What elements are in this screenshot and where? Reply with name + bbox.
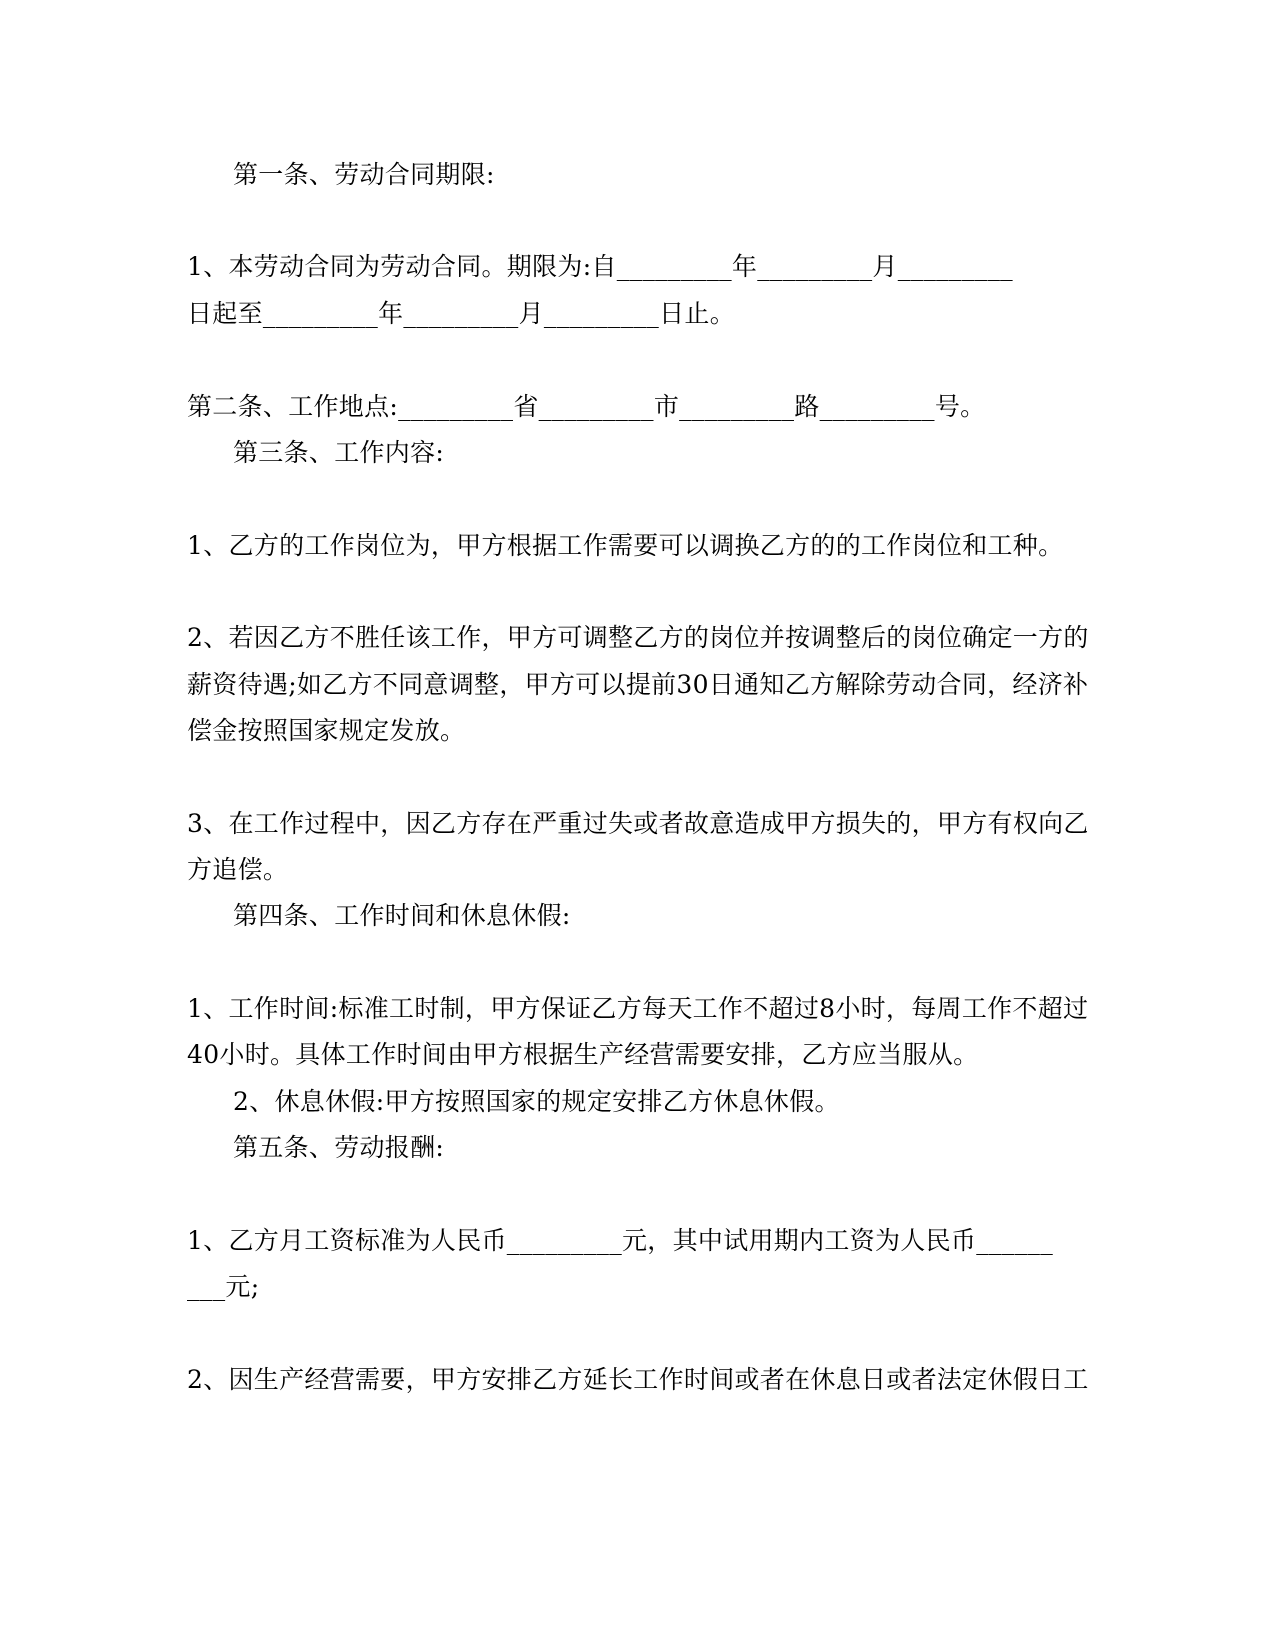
article-2-heading: 第二条、工作地点:_________省_________市_________路_________号。	[187, 392, 986, 421]
article-5-clause-1: 1、乙方月工资标准为人民币_________元，其中试用期内工资为人民币______	[187, 1226, 1054, 1255]
article-4-clause-1-cont: 40小时。具体工作时间由甲方根据生产经营需要安排，乙方应当服从。	[187, 1040, 979, 1069]
article-3-clause-1: 1、乙方的工作岗位为，甲方根据工作需要可以调换乙方的的工作岗位和工种。	[187, 531, 1064, 560]
article-3-clause-3-cont: 方追偿。	[187, 855, 289, 884]
article-4-heading: 第四条、工作时间和休息休假:	[233, 901, 571, 930]
article-3-clause-3: 3、在工作过程中，因乙方存在严重过失或者故意造成甲方损失的，甲方有权向乙	[187, 809, 1089, 838]
article-3-clause-2-cont-1: 薪资待遇;如乙方不同意调整，甲方可以提前30日通知乙方解除劳动合同，经济补	[187, 670, 1089, 699]
article-1-heading: 第一条、劳动合同期限:	[233, 160, 495, 189]
article-4-clause-1: 1、工作时间:标准工时制，甲方保证乙方每天工作不超过8小时，每周工作不超过	[187, 994, 1089, 1023]
article-1-clause-1-cont: 日起至_________年_________月_________日止。	[187, 299, 736, 328]
article-5-clause-2: 2、因生产经营需要，甲方安排乙方延长工作时间或者在休息日或者法定休假日工	[187, 1365, 1089, 1394]
article-3-clause-2: 2、若因乙方不胜任该工作，甲方可调整乙方的岗位并按调整后的岗位确定一方的	[187, 623, 1089, 652]
article-1-clause-1: 1、本劳动合同为劳动合同。期限为:自_________年_________月_________	[187, 252, 1013, 281]
article-5-clause-1-cont: ___元;	[187, 1272, 260, 1301]
article-4-clause-2: 2、休息休假:甲方按照国家的规定安排乙方休息休假。	[233, 1087, 840, 1116]
article-3-clause-2-cont-2: 偿金按照国家规定发放。	[187, 716, 466, 745]
article-5-heading: 第五条、劳动报酬:	[233, 1133, 445, 1162]
article-3-heading: 第三条、工作内容:	[233, 438, 445, 467]
